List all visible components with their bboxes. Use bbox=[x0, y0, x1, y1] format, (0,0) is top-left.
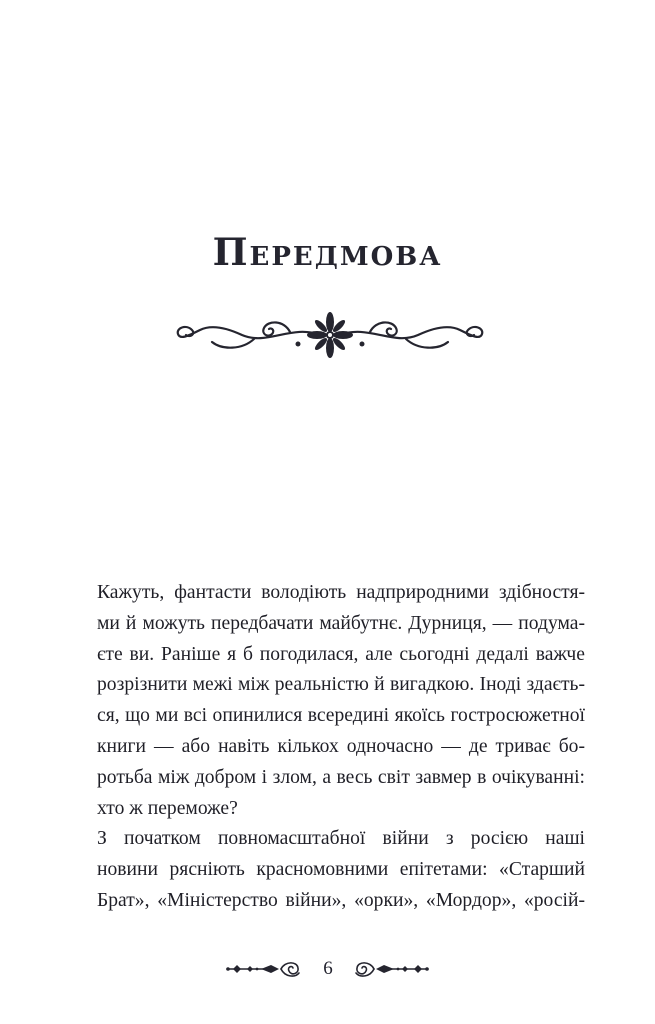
scroll-flourish-right-icon bbox=[352, 958, 432, 980]
text-line: розрізнити межі між реальністю й вигадкою. Іноді здаєть- bbox=[97, 674, 585, 696]
page-number: 6 bbox=[323, 958, 333, 979]
page-footer bbox=[0, 956, 655, 982]
text-line: хто ж переможе? bbox=[97, 797, 238, 819]
text-line: новини рясніють красномовними епітетами: «Старший bbox=[97, 859, 585, 881]
scroll-flourish-left-icon bbox=[223, 958, 303, 980]
paragraph bbox=[97, 578, 585, 824]
text-line: книги — або навіть кількох одночасно — де триває бо- bbox=[97, 735, 585, 757]
text-line: ми й можуть передбачати майбутнє. Дурниця, — подума- bbox=[97, 612, 585, 634]
chapter-title: Передмова bbox=[212, 230, 443, 274]
text-line-content: З початком повномасштабної війни з росією наші bbox=[97, 828, 585, 850]
floral-scroll-divider-icon bbox=[172, 310, 488, 360]
text-line: ся, що ми всі опинилися всередині якоїсь гостросюжетної bbox=[97, 705, 585, 727]
text-line: Брат», «Міністерство війни», «орки», «Мордор», «росій- bbox=[97, 889, 585, 911]
text-line: ротьба між добром і злом, а весь світ завмер в очікуванні: bbox=[97, 766, 585, 788]
text-line bbox=[97, 824, 585, 855]
text-line: єте ви. Раніше я б погодилася, але сьогодні дедалі важче bbox=[97, 643, 585, 665]
text-line: Кажуть, фантасти володіють надприродними здібностя- bbox=[97, 582, 585, 603]
body-text bbox=[97, 578, 585, 917]
paragraph bbox=[97, 824, 585, 916]
